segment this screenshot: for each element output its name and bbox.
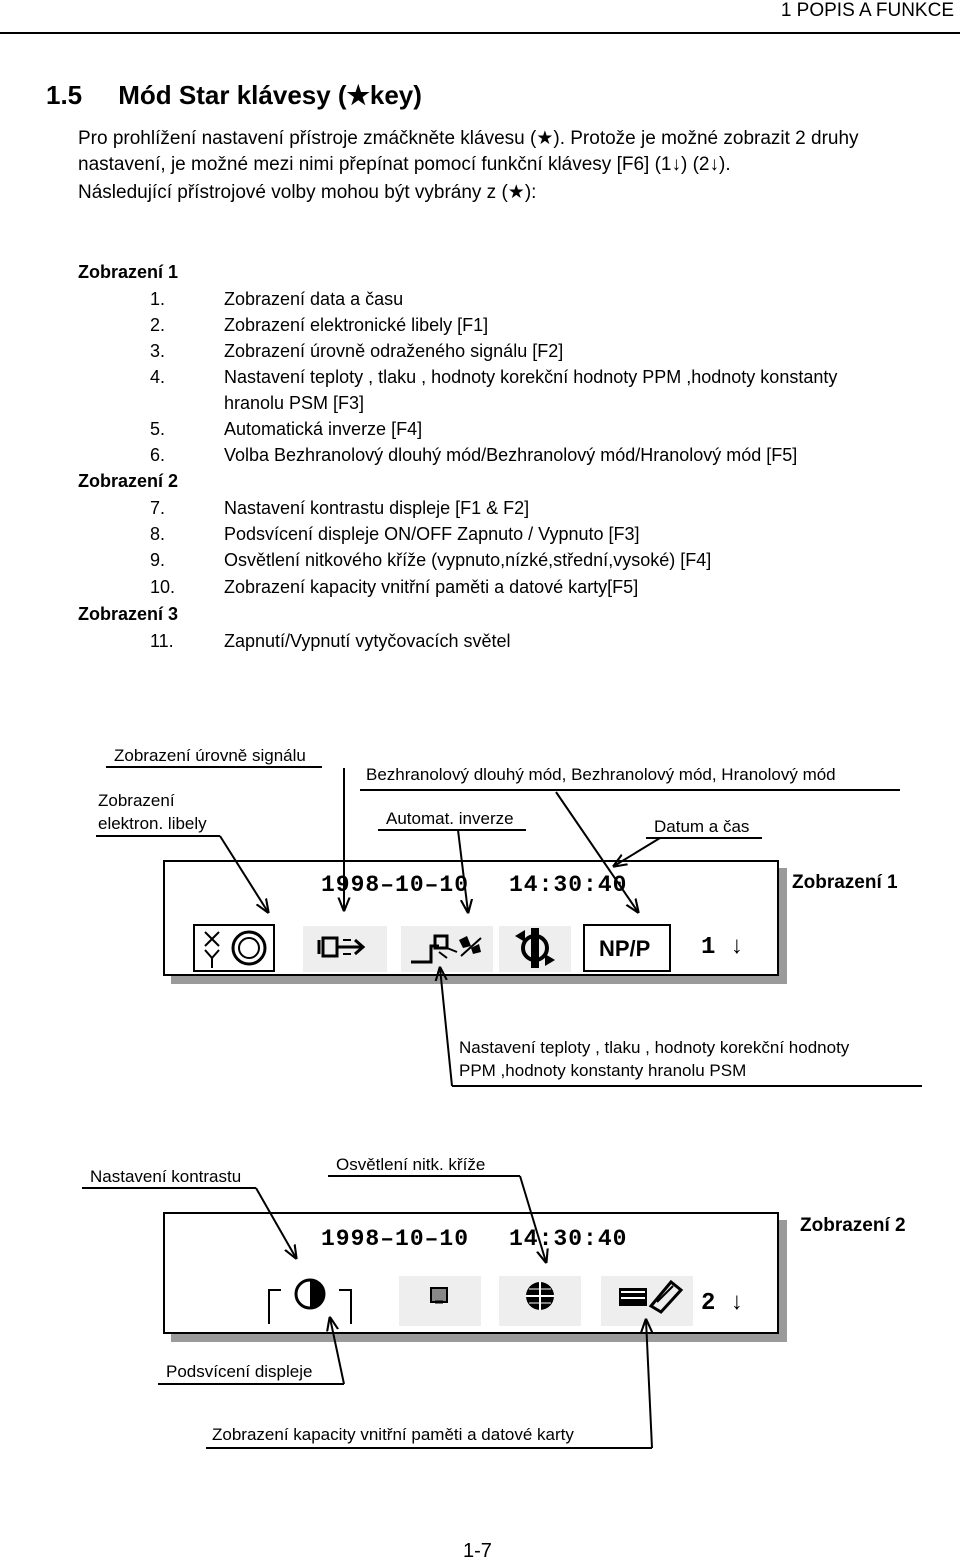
list-item-continuation: hranolu PSM [F3] bbox=[224, 393, 365, 413]
list-item-number: 2. bbox=[150, 315, 166, 335]
lcd-time: 14:30:40 bbox=[509, 1226, 628, 1252]
screen-name-1: Zobrazení 1 bbox=[792, 872, 898, 893]
group-title-2: Zobrazení 2 bbox=[78, 471, 179, 491]
list-item-number: 9. bbox=[150, 550, 166, 570]
callout-auto-invert: Automat. inverze bbox=[386, 809, 514, 828]
callout-measure-mode: Bezhranolový dlouhý mód, Bezhranolový mód, Hranolový mód bbox=[366, 765, 836, 784]
callout-tilt-line-1: Zobrazení bbox=[98, 791, 175, 810]
page-indicator[interactable]: 2 ↓ bbox=[701, 1290, 745, 1317]
list-item-number: 11. bbox=[150, 631, 174, 651]
list-item-number: 1. bbox=[150, 289, 166, 309]
callout-ppm-line-2: PPM ,hodnoty konstanty hranolu PSM bbox=[459, 1061, 747, 1080]
group-title-3: Zobrazení 3 bbox=[78, 604, 179, 624]
lcd-date: 1998–10–10 bbox=[321, 872, 470, 898]
list-item: Osvětlení nitkového kříže (vypnuto,nízké,střední,vysoké) [F4] bbox=[224, 550, 712, 570]
section-title: 1.5 Mód Star klávesy (★key) bbox=[46, 80, 422, 110]
list-item-number: 5. bbox=[150, 419, 166, 439]
list-item: Volba Bezhranolový dlouhý mód/Bezhranolový mód/Hranolový mód [F5] bbox=[224, 445, 798, 465]
intro-line-3: Následující přístrojové volby mohou být vybrány z (★): bbox=[78, 182, 537, 203]
lcd-time: 14:30:40 bbox=[509, 872, 628, 898]
page-number: 1-7 bbox=[463, 1540, 492, 1562]
callout-reticle-light: Osvětlení nitk. kříže bbox=[336, 1155, 486, 1174]
list-item-number: 8. bbox=[150, 524, 166, 544]
list-item: Nastavení kontrastu displeje [F1 & F2] bbox=[224, 498, 530, 518]
list-item: Nastavení teploty , tlaku , hodnoty korekční hodnoty PPM ,hodnoty konstanty bbox=[224, 367, 838, 387]
callout-ppm-line-1: Nastavení teploty , tlaku , hodnoty korekční hodnoty bbox=[459, 1038, 850, 1057]
list-item: Zobrazení data a času bbox=[224, 289, 404, 309]
page-indicator[interactable]: 1 ↓ bbox=[701, 934, 745, 961]
callout-tilt-line-2: elektron. libely bbox=[98, 814, 207, 833]
list-item: Podsvícení displeje ON/OFF Zapnuto / Vypnuto [F3] bbox=[224, 524, 640, 544]
list-item-number: 10. bbox=[150, 577, 176, 597]
list-item-number: 3. bbox=[150, 341, 166, 361]
intro-line-2: nastavení, je možné mezi nimi přepínat pomocí funkční klávesy [F6] (1↓) (2↓). bbox=[78, 154, 731, 175]
list-item-number: 7. bbox=[150, 498, 166, 518]
list-item: Zobrazení úrovně odraženého signálu [F2] bbox=[224, 341, 564, 361]
screen-name-2: Zobrazení 2 bbox=[800, 1215, 906, 1236]
callout-signal-level: Zobrazení úrovně signálu bbox=[114, 746, 306, 765]
list-item-number: 6. bbox=[150, 445, 166, 465]
callout-date-time: Datum a čas bbox=[654, 817, 750, 836]
lcd-date: 1998–10–10 bbox=[321, 1226, 470, 1252]
intro-line-1: Pro prohlížení nastavení přístroje zmáčkněte klávesu (★). Protože je možné zobrazit 2 druhy bbox=[78, 128, 859, 149]
list-item-number: 4. bbox=[150, 367, 166, 387]
group-title-1: Zobrazení 1 bbox=[78, 262, 179, 282]
callout-memory: Zobrazení kapacity vnitřní paměti a datové karty bbox=[212, 1425, 574, 1444]
list-item: Automatická inverze [F4] bbox=[224, 419, 423, 439]
mode-text: NP/P bbox=[599, 936, 651, 961]
callout-contrast: Nastavení kontrastu bbox=[90, 1167, 242, 1186]
list-item: Zobrazení elektronické libely [F1] bbox=[224, 315, 489, 335]
running-header: 1 POPIS A FUNKCE bbox=[780, 0, 954, 21]
callout-backlight: Podsvícení displeje bbox=[166, 1362, 313, 1381]
list-item: Zapnutí/Vypnutí vytyčovacích světel bbox=[224, 631, 511, 651]
list-item: Zobrazení kapacity vnitřní paměti a datové karty[F5] bbox=[224, 577, 639, 597]
